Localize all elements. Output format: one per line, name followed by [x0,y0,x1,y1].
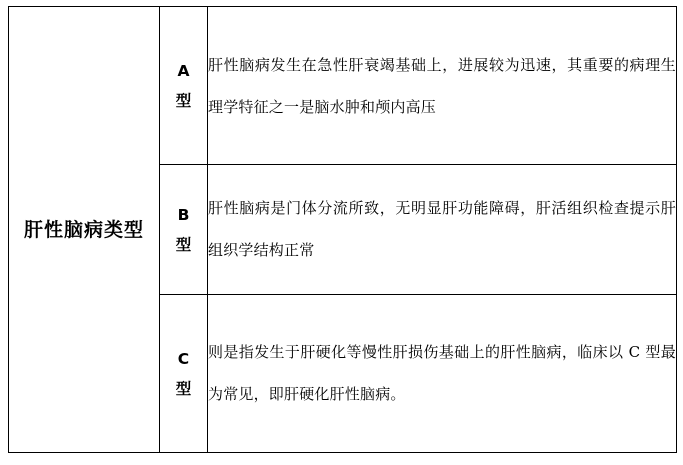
table-row [9,7,677,165]
type-suffix: 型 [175,235,192,254]
type-description-a: 肝性脑病发生在急性肝衰竭基础上，进展较为迅速，其重要的病理生理学特征之一是脑水肿和颅内高压 [208,7,677,165]
type-description-b: 肝性脑病是门体分流所致，无明显肝功能障碍，肝活组织检查提示肝组织学结构正常 [208,165,677,295]
row-header-label: 肝性脑病类型 [9,7,160,453]
type-cell-b [160,165,208,295]
type-description-c: 则是指发生于肝硬化等慢性肝损伤基础上的肝性脑病，临床以 C 型最为常见，即肝硬化肝性脑病。 [208,295,677,453]
document-page [0,6,683,465]
type-cell-a [160,7,208,165]
type-suffix: 型 [175,379,192,398]
type-letter: A [177,61,190,80]
table-body [9,7,677,453]
type-letter: C [177,349,190,368]
type-cell-c [160,295,208,453]
hepatic-encephalopathy-types-table [8,6,677,453]
type-letter: B [177,205,190,224]
type-suffix: 型 [175,91,192,110]
